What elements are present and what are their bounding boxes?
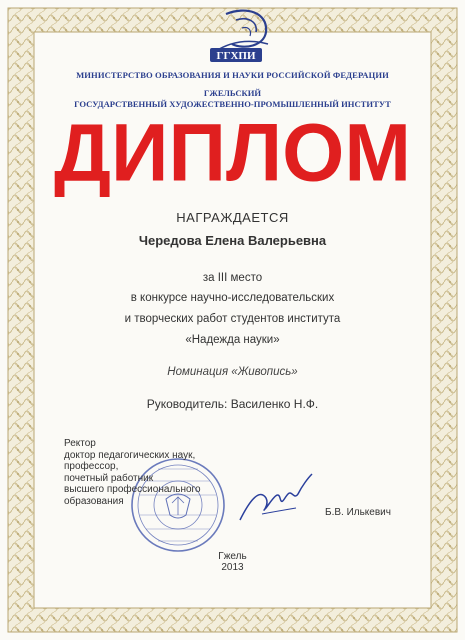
award-contest-name: «Надежда науки» [185,334,280,346]
signatory-line: Ректор [64,438,96,449]
supervisor: Руководитель: Василенко Н.Ф. [146,397,319,411]
institute-logo [196,6,282,70]
signatory-title [64,438,201,507]
issue-year: 2013 [221,562,244,573]
issue-city: Гжель [218,551,247,562]
signatory-line: доктор педагогических наук, [64,449,196,461]
diploma-title: ДИПЛОМ [54,107,411,198]
signatory-line: высшего профессионального [64,484,201,495]
award-place: за III место [202,272,263,284]
institute-heading-line2: ГОСУДАРСТВЕННЫЙ ХУДОЖЕСТВЕННО-ПРОМЫШЛЕННЫЙ ИНСТИТУТ [74,99,391,109]
awarded-label: НАГРАЖДАЕТСЯ [176,210,289,225]
handwritten-signature [236,468,316,528]
award-contest-line1: в конкурсе научно-исследовательских [130,292,335,304]
recipient-name: Чередова Елена Валерьевна [138,233,327,248]
signatory-name: Б.В. Илькевич [325,507,391,518]
ministry-heading: МИНИСТЕРСТВО ОБРАЗОВАНИЯ И НАУКИ РОССИЙСКОЙ ФЕДЕРАЦИИ [76,70,389,80]
nomination: Номинация «Живопись» [167,366,298,378]
signatory-line: почетный работник [64,472,154,484]
institute-heading-line1: ГЖЕЛЬСКИЙ [203,88,262,98]
logo-text: ГГХПИ [216,50,256,62]
award-contest-line2: и творческих работ студентов института [124,313,341,325]
signatory-line: профессор, [64,461,119,472]
signatory-line: образования [64,495,124,507]
